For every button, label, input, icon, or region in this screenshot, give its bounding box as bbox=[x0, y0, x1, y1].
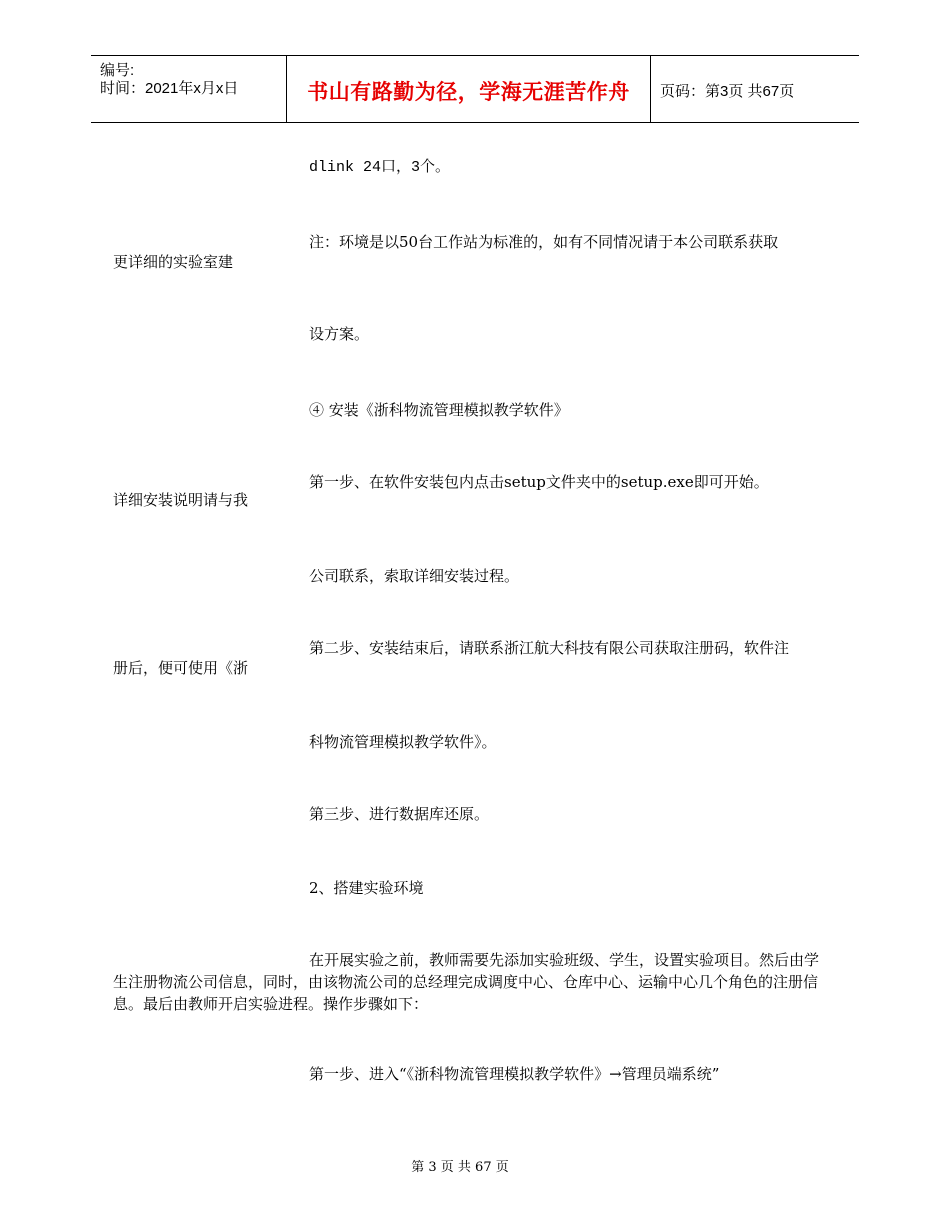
header-middle-cell bbox=[286, 56, 651, 122]
install-step-2-continued: 科物流管理模拟教学软件》。 bbox=[309, 733, 497, 751]
environment-note-continued: 设方案。 bbox=[309, 325, 370, 343]
equipment-line: dlink 24口，3个。 bbox=[309, 159, 451, 176]
install-step-3: 第三步、进行数据库还原。 bbox=[309, 805, 490, 823]
environment-note: 注：环境是以50台工作站为标准的，如有不同情况请于本公司联系获取 bbox=[309, 233, 779, 251]
header-right-cell bbox=[650, 56, 859, 122]
install-section-title: ④ 安装《浙科物流管理模拟教学软件》 bbox=[309, 401, 569, 419]
document-header bbox=[91, 55, 859, 123]
page-footer bbox=[0, 1156, 950, 1175]
header-page-info: 页码：第3页 共67页 bbox=[660, 83, 795, 100]
header-motto: 书山有路勤为径，学海无涯苦作舟 bbox=[307, 81, 630, 104]
side-note-2: 详细安装说明请与我 bbox=[113, 491, 249, 509]
install-step-2: 第二步、安装结束后，请联系浙江航大科技有限公司获取注册码，软件注 bbox=[309, 639, 790, 657]
install-step-1: 第一步、在软件安装包内点击setup文件夹中的setup.exe即可开始。 bbox=[309, 473, 769, 491]
header-left-cell bbox=[91, 56, 286, 122]
document-time-label: 时间：2021年x月x日 bbox=[100, 80, 239, 97]
procedure-paragraph bbox=[113, 949, 833, 1015]
enter-system-step: 第一步、进入“《浙科物流管理模拟教学软件》→管理员端系统” bbox=[309, 1065, 720, 1083]
document-number-label: 编号: bbox=[100, 62, 135, 79]
install-step-1-continued: 公司联系，索取详细安装过程。 bbox=[309, 567, 520, 585]
side-note-3: 册后，便可使用《浙 bbox=[113, 659, 249, 677]
procedure-paragraph-text: 在开展实验之前，教师需要先添加实验班级、学生，设置实验项目。然后由学生注册物流公司信息，同时，由该物流公司的总经理完成调度中心、仓库中心、运输中心几个角色的注册信息。最后由教师开启实验进程。操作步骤如下： bbox=[113, 951, 820, 1013]
footer-page-number: 第 3 页 共 67 页 bbox=[411, 1160, 509, 1175]
section-heading-2: 2、搭建实验环境 bbox=[309, 879, 424, 897]
side-note-1: 更详细的实验室建 bbox=[113, 253, 234, 271]
